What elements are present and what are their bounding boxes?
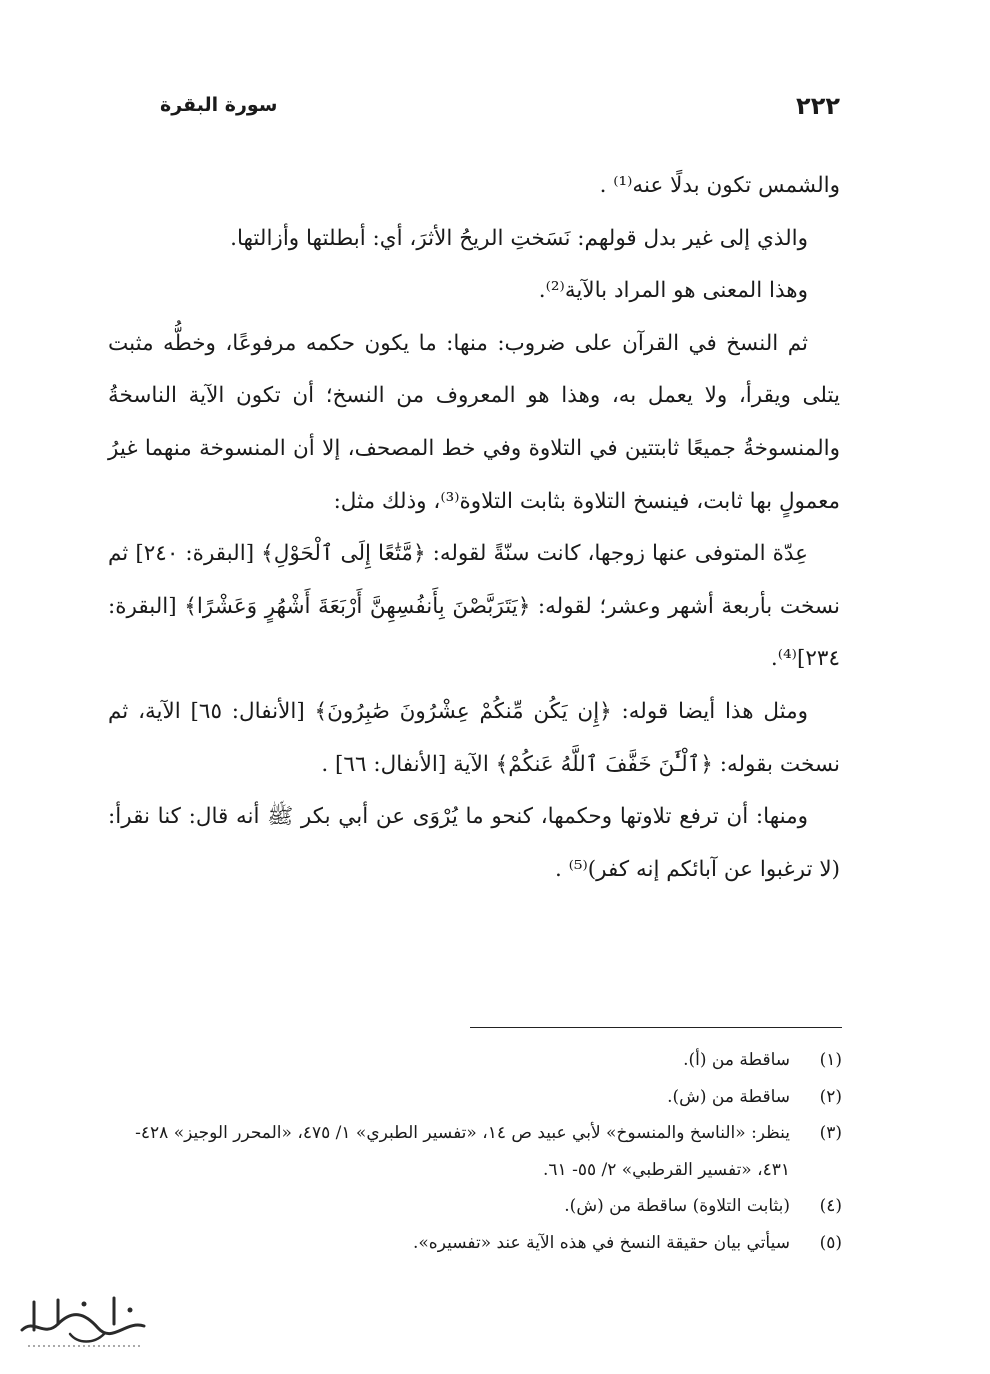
- footnote: [104, 1225, 842, 1262]
- paragraph: [108, 686, 840, 791]
- footnote: [104, 1188, 842, 1225]
- watermark-logo: [14, 1290, 154, 1352]
- footnote-number: (٢): [819, 1086, 842, 1107]
- footnote-text: سيأتي بيان حقيقة النسخ في هذه الآية عند «تفسيره».: [412, 1232, 790, 1253]
- paragraph-text: والذي إلى غير بدل قولهم: نَسَختِ الريحُ الأثرَ، أي: أبطلتها وأزالتها.: [230, 225, 808, 251]
- footnote-text: (بثابت التلاوة) ساقطة من (ش).: [564, 1196, 790, 1216]
- paragraph: [108, 265, 840, 318]
- footnote-text: ساقطة من (ش).: [667, 1086, 790, 1107]
- paragraph-text: والشمس تكون بدلًا عنه⁽¹⁾ .: [599, 173, 840, 198]
- footnote-text: ينظر: «الناسخ والمنسوخ» لأبي عبيد ص ١٤، «تفسير الطبري» ١/ ٤٧٥، «المحرر الوجيز» ٤٢٨- ٤٣١، «تفسير القرطبي» ٢/ ٥٥- ٦١.: [135, 1123, 790, 1180]
- paragraph-text: ومثل هذا أيضا قوله: ﴿إِن يَكُن مِّنكُمْ عِشْرُونَ صَٰبِرُونَ﴾ [الأنفال: ٦٥] الآية، ثم نسخت بقوله: ﴿ٱلْـَٰٔنَ خَفَّفَ ٱللَّهُ عَنكُمْ﴾ الآية [الأنفال: ٦٦] .: [108, 698, 840, 777]
- footnotes: [104, 1042, 842, 1261]
- paragraph-text: وهذا المعنى هو المراد بالآية⁽²⁾.: [538, 278, 808, 304]
- paragraph: [108, 213, 840, 266]
- footnote-number: (٣): [819, 1123, 842, 1143]
- footnote-number: (١): [819, 1050, 842, 1070]
- paragraph: [108, 791, 840, 896]
- page-header: [160, 92, 840, 132]
- footnote: [104, 1042, 842, 1079]
- footnote-text: ساقطة من (أ).: [683, 1050, 790, 1070]
- main-text: [108, 160, 840, 896]
- paragraph: [108, 160, 840, 213]
- footnote-number: (٤): [819, 1196, 842, 1216]
- footnote: [104, 1079, 842, 1116]
- paragraph-text: ومنها: أن ترفع تلاوتها وحكمها، كنحو ما يُرْوَى عن أبي بكر ﷺ أنه قال: كنا نقرأ: (لا ترغبوا عن آبائكم إنه كفر)⁽⁵⁾ .: [108, 804, 840, 882]
- paragraph: [108, 528, 840, 686]
- running-title: سورة البقرة: [160, 94, 278, 116]
- paragraph-text: عِدّة المتوفى عنها زوجها، كانت سنّةً لقوله: ﴿مَّتَٰعًا إِلَى ٱلْحَوْلِ﴾ [البقرة: ٢٤٠] ثم نسخت بأربعة أشهر وعشر؛ لقوله: ﴿يَتَرَبَّصْنَ بِأَنفُسِهِنَّ أَرْبَعَةَ أَشْهُرٍ وَعَشْرًا﴾ [البقرة: ٢٣٤]⁽⁴⁾.: [108, 541, 840, 672]
- page-number: ٢٢٢: [796, 92, 840, 120]
- paragraph-text: ثم النسخ في القرآن على ضروب: منها: ما يكون حكمه مرفوعًا، وخطُّه مثبت يتلى ويقرأ، ولا يعمل به، وهذا هو المعروف من النسخ؛ أن تكون الآية الناسخةُ والمنسوخةُ جميعًا ثابتتين في التلاوة وفي خط المصحف، إلا أن المنسوخة منهما غيرُ معمولٍ بها ثابت، فينسخ التلاوة بثابت التلاوة⁽³⁾، وذلك مثل:: [108, 330, 840, 514]
- footnote-number: (٥): [819, 1232, 842, 1253]
- footnote-separator: [470, 1027, 842, 1028]
- footnote: [104, 1115, 842, 1188]
- paragraph: [108, 318, 840, 528]
